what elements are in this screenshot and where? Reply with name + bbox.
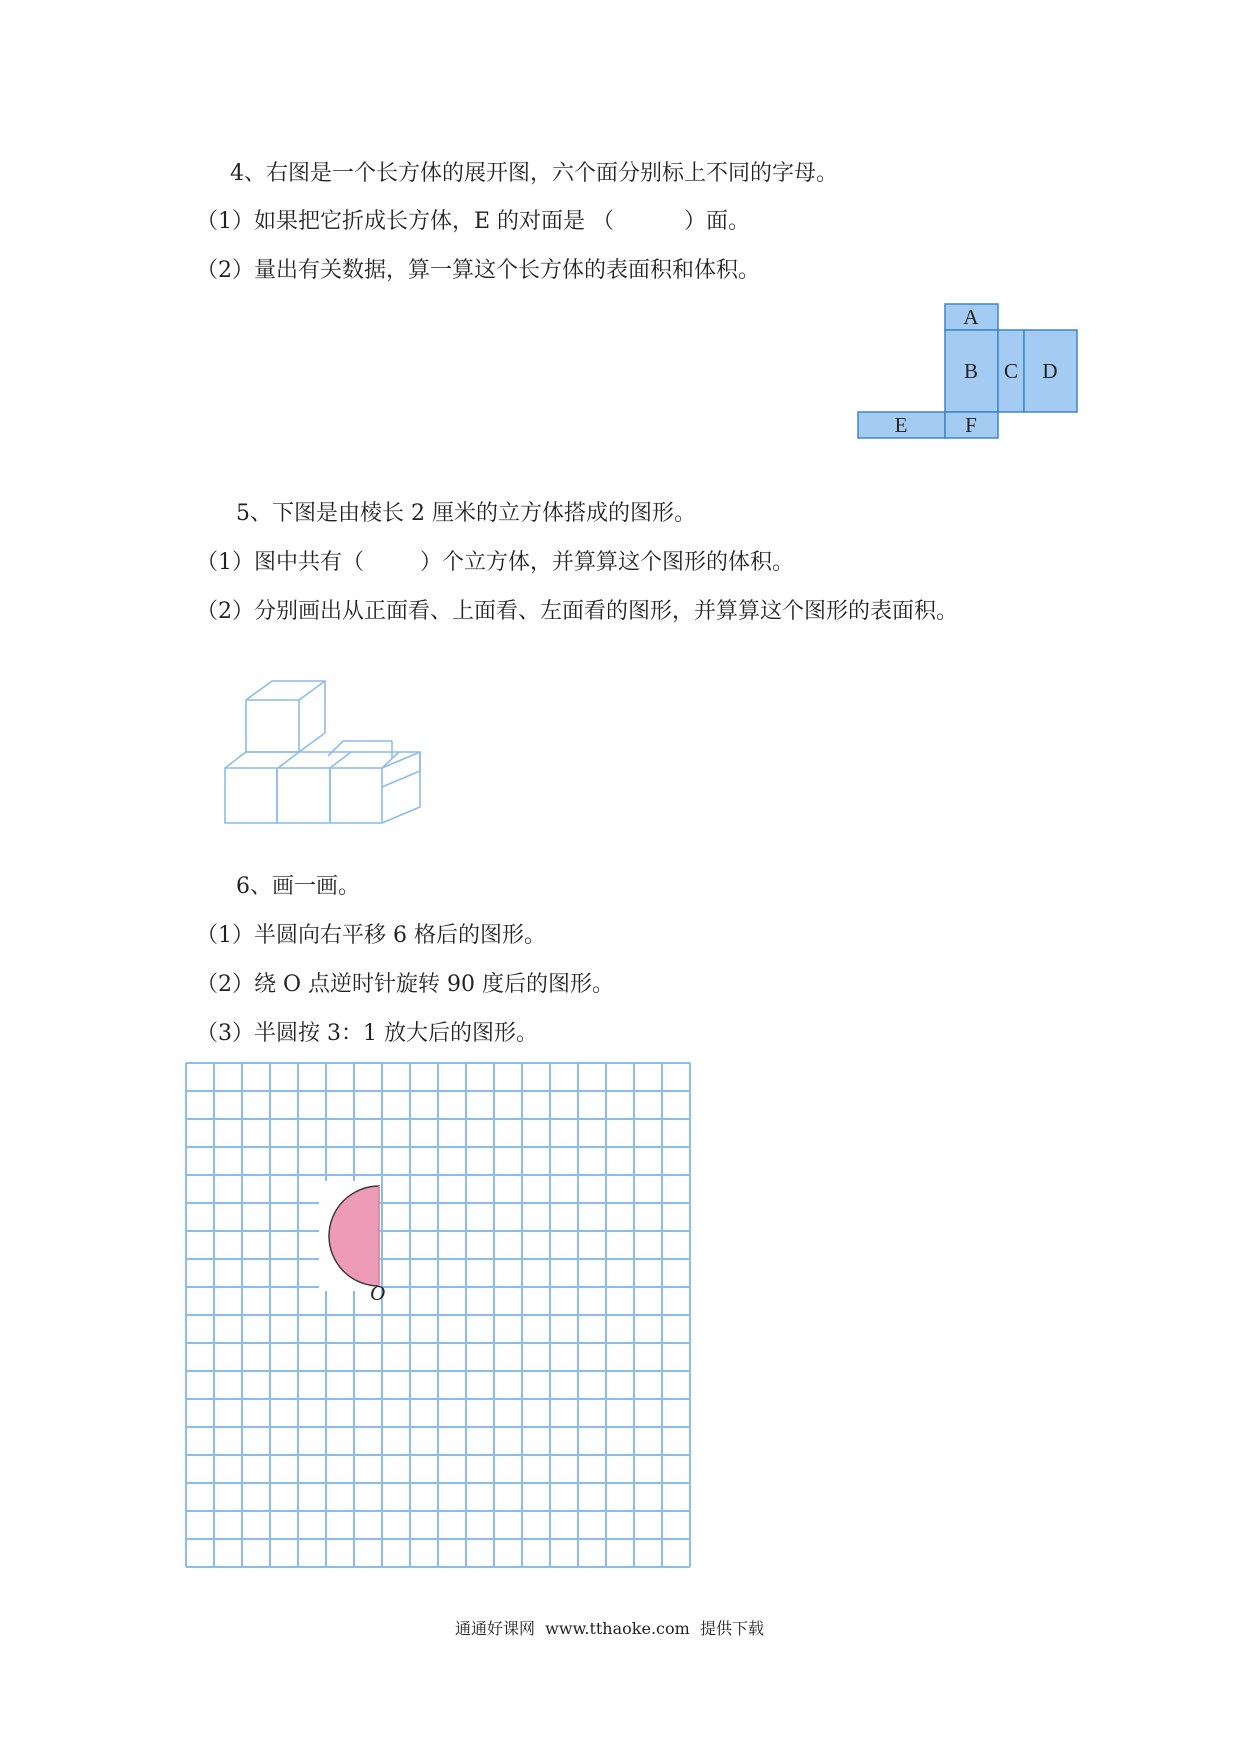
net-label-d: D [1042, 359, 1058, 383]
q4-heading: 4、右图是一个长方体的展开图，六个面分别标上不同的字母。 [230, 161, 838, 186]
q5-part2: （2）分别画出从正面看、上面看、左面看的图形，并算算这个图形的表面积。 [196, 599, 958, 624]
q6-part2: （2）绕 O 点逆时针旋转 90 度后的图形。 [196, 972, 615, 997]
q4-part1: （1）如果把它折成长方体，E 的对面是 （ ）面。 [196, 209, 750, 234]
q6-heading: 6、画一画。 [236, 874, 360, 899]
q6-part1: （1）半圆向右平移 6 格后的图形。 [196, 923, 546, 948]
net-label-b: B [963, 359, 979, 383]
net-label-a: A [963, 305, 979, 329]
q6-part3: （3）半圆按 3：1 放大后的图形。 [196, 1021, 538, 1046]
grid-figure [184, 1061, 694, 1571]
cuboid-net-figure [818, 230, 1088, 480]
page-footer: 通通好课网 www.tthaoke.com 提供下载 [455, 1619, 764, 1638]
net-label-f: F [965, 413, 977, 437]
net-label-c: C [1003, 359, 1019, 383]
point-o-label: O [370, 1281, 386, 1305]
q5-part1: （1）图中共有（ ）个立方体，并算算这个图形的体积。 [196, 550, 794, 575]
grid-lines [186, 1063, 690, 1567]
net-label-e: E [894, 413, 908, 437]
q4-part2: （2）量出有关数据，算一算这个长方体的表面积和体积。 [196, 258, 760, 283]
cube-stack-figure [186, 647, 448, 849]
q5-heading: 5、下图是由棱长 2 厘米的立方体搭成的图形。 [236, 501, 696, 526]
